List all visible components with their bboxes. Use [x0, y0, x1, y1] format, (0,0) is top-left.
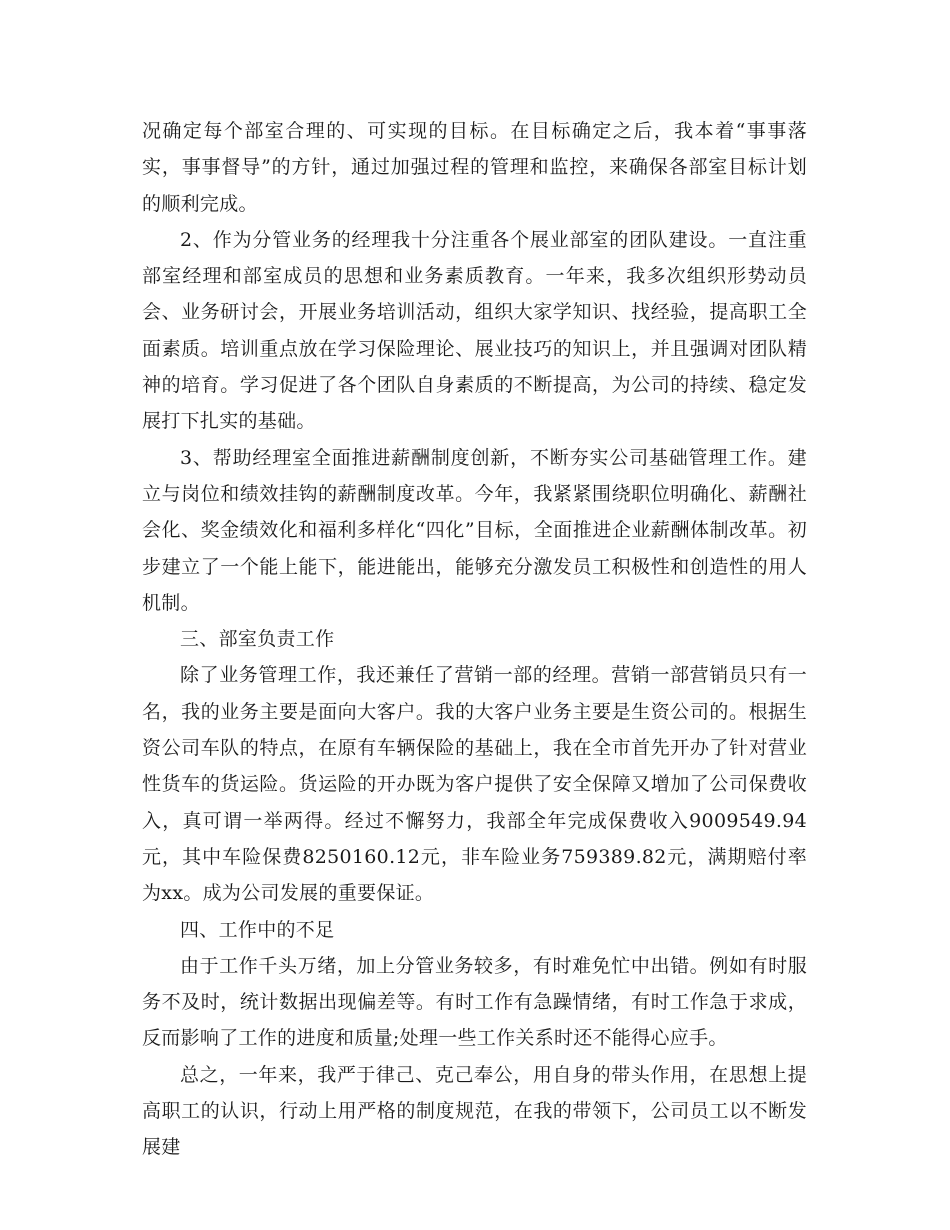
paragraph-department-work: 除了业务管理工作，我还兼任了营销一部的经理。营销一部营销员只有一名，我的业务主要是面向大客户。我的大客户业务主要是生资公司的。根据生资公司车队的特点，在原有车辆保险的基础上，我在全市首先开办了针对营业性货车的货运险。货运险的开办既为客户提供了安全保障又增加了公司保费收入，真可谓一举两得。经过不懈努力，我部全年完成保费收入9009549.94元，其中车险保费8250160.12元，非车险业务759389.82元，满期赔付率为xx。成为公司发展的重要保证。: [142, 664, 807, 905]
section-heading-shortcomings: 四、工作中的不足: [180, 918, 335, 941]
paragraph-shortcomings: 由于工作千头万绪，加上分管业务较多，有时难免忙中出错。例如有时服务不及时，统计数据出现偏差等。有时工作有急躁情绪，有时工作急于求成，反而影响了工作的进度和质量;处理一些工作关系时还不能得心应手。: [142, 954, 807, 1050]
paragraph-salary-reform: 3、帮助经理室全面推进薪酬制度创新，不断夯实公司基础管理工作。建立与岗位和绩效挂钩的薪酬制度改革。今年，我紧紧围绕职位明确化、薪酬社会化、奖金绩效化和福利多样化“四化”目标，全面推进企业薪酬体制改革。初步建立了一个能上能下，能进能出，能够充分激发员工积极性和创造性的用人机制。: [142, 446, 807, 614]
paragraph-continuation: 况确定每个部室合理的、可实现的目标。在目标确定之后，我本着“事事落实，事事督导”的方针，通过加强过程的管理和监控，来确保各部室目标计划的顺利完成。: [142, 120, 807, 215]
paragraph-team-building: 2、作为分管业务的经理我十分注重各个展业部室的团队建设。一直注重部室经理和部室成员的思想和业务素质教育。一年来，我多次组织形势动员会、业务研讨会，开展业务培训活动，组织大家学知识、找经验，提高职工全面素质。培训重点放在学习保险理论、展业技巧的知识上，并且强调对团队精神的培育。学习促进了各个团队自身素质的不断提高，为公司的持续、稳定发展打下扎实的基础。: [142, 228, 807, 433]
paragraph-summary: 总之，一年来，我严于律己、克己奉公，用自身的带头作用，在思想上提高职工的认识，行动上用严格的制度规范，在我的带领下，公司员工以不断发展建: [142, 1063, 807, 1159]
section-heading-department-work: 三、部室负责工作: [180, 628, 335, 651]
document-body: [142, 113, 807, 1166]
